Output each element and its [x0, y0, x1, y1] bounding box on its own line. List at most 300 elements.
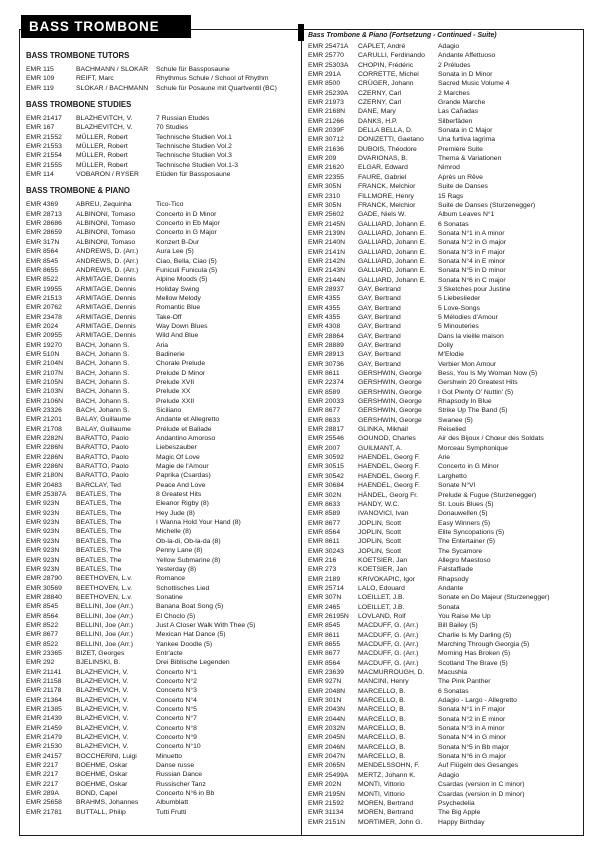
ref-cell: EMR 202N	[308, 781, 342, 789]
ref-cell: EMR 8564	[26, 248, 59, 256]
ref-cell: EMR 26195N	[308, 612, 349, 620]
catalog-row	[308, 154, 580, 163]
catalog-row	[308, 98, 580, 107]
catalog-row	[26, 228, 294, 237]
composer-cell: BOEHME, Oskar	[76, 771, 128, 779]
title-cell: Concerto N°2	[156, 677, 197, 685]
title-cell: Russischer Tanz	[156, 780, 206, 788]
catalog-row	[26, 387, 294, 396]
title-cell: Michelle (8)	[156, 528, 192, 536]
ref-cell: EMR 2217	[26, 771, 59, 779]
ref-cell: EMR 30684	[308, 482, 344, 490]
title-cell: Sonatine	[156, 593, 183, 601]
composer-cell: GALLIARD, Johann E.	[358, 276, 427, 284]
title-cell: Concerto N°10	[156, 743, 201, 751]
catalog-row	[308, 135, 580, 144]
composer-cell: REIFT, Marc	[76, 75, 114, 83]
composer-cell: MONTI, Vittorio	[358, 781, 405, 789]
title-cell: Thema & Variationen	[438, 155, 502, 163]
ref-cell: EMR 30712	[308, 136, 344, 144]
title-cell: Charlie Is My Darling (5)	[438, 631, 512, 639]
ref-cell: EMR 8611	[308, 538, 340, 546]
title-cell: Hey Jude (8)	[156, 509, 195, 517]
ref-cell: EMR 8564	[308, 659, 341, 667]
ref-cell: EMR 8522	[26, 640, 59, 648]
composer-cell: BACH, Johann S.	[76, 360, 130, 368]
ref-cell: EMR 30515	[308, 463, 344, 471]
catalog-row	[308, 687, 580, 696]
title-cell: Album Leaves N°1	[438, 211, 495, 219]
ref-cell: EMR 20483	[26, 481, 62, 489]
title-cell: The Big Apple	[438, 809, 481, 817]
title-cell: Technische Studien Vol.1	[156, 133, 232, 141]
ref-cell: EMR 2286N	[26, 453, 64, 461]
title-cell: Concerto N°3	[156, 687, 197, 695]
ref-cell: EMR 216	[308, 556, 337, 564]
catalog-row	[308, 42, 580, 51]
composer-cell: MARCELLO, B.	[358, 687, 406, 695]
catalog-row	[308, 593, 580, 602]
catalog-row	[26, 462, 294, 471]
ref-cell: EMR 119	[26, 84, 54, 92]
catalog-row	[26, 350, 294, 359]
ref-cell: EMR 21781	[26, 808, 62, 816]
ref-cell: EMR 28937	[308, 285, 344, 293]
title-cell: Paprika (Csardas)	[156, 472, 211, 480]
composer-cell: BACHMANN / SLOKAR	[76, 66, 149, 73]
title-cell: Sonata N°3 in A minor	[438, 725, 505, 733]
catalog-row	[308, 285, 580, 294]
catalog-row	[308, 696, 580, 705]
catalog-row	[308, 145, 580, 154]
ref-cell: EMR 4355	[308, 304, 341, 312]
left-column	[26, 46, 294, 817]
studies-rows	[26, 114, 294, 179]
composer-cell: MACDUFF, G. (Arr.)	[358, 641, 419, 648]
catalog-row	[26, 369, 294, 378]
catalog-row	[26, 770, 294, 779]
ref-cell: EMR 21973	[308, 99, 344, 107]
title-cell: Concerto N°4	[156, 696, 197, 704]
ref-cell: EMR 30569	[26, 584, 62, 592]
composer-cell: BIZET, Georges	[76, 649, 125, 657]
ref-cell: EMR 19955	[26, 285, 62, 293]
title-cell: Sonata N°3 in F major	[438, 248, 505, 256]
catalog-row	[308, 266, 580, 275]
composer-cell: ALBINONI, Tomaso	[76, 238, 136, 246]
composer-cell: MENDELSSOHN, F.	[358, 762, 420, 770]
catalog-row	[308, 406, 580, 415]
catalog-row	[26, 509, 294, 518]
catalog-row	[26, 527, 294, 536]
catalog-row	[308, 677, 580, 686]
catalog-row	[26, 705, 294, 714]
page-title-label: BASS TROMBONE	[29, 19, 160, 34]
composer-cell: BEATLES, The	[76, 537, 122, 545]
title-cell: Bill Bailey (5)	[438, 622, 478, 630]
composer-cell: LOEILLET, J.B.	[358, 603, 405, 611]
title-cell: Take-Off	[156, 313, 182, 321]
ref-cell: EMR 21201	[26, 416, 62, 424]
ref-cell: EMR 301N	[308, 697, 342, 705]
title-cell: Concerto in Eb Major	[156, 220, 220, 228]
title-cell: Prelude XX	[156, 388, 191, 396]
composer-cell: GAY, Bertrand	[358, 323, 401, 331]
catalog-row	[26, 696, 294, 705]
composer-cell: FAURE, Gabriel	[358, 173, 407, 181]
composer-cell: HAENDEL, Georg F.	[358, 454, 420, 462]
composer-cell: BEATLES, The	[76, 500, 122, 508]
composer-cell: BEETHOVEN, L.v.	[76, 593, 133, 601]
ref-cell: EMR 8655	[26, 266, 59, 274]
scan-mark	[298, 24, 304, 41]
catalog-row	[308, 238, 580, 247]
ref-cell: EMR 30542	[308, 472, 344, 480]
composer-cell: MOREN, Bertrand	[358, 809, 414, 817]
composer-cell: BACH, Johann S.	[76, 350, 130, 358]
ref-cell: EMR 114	[26, 171, 54, 179]
ref-cell: EMR 115	[26, 66, 54, 73]
catalog-row	[26, 219, 294, 228]
composer-cell: CARULLI, Ferdinando	[358, 52, 425, 60]
ref-cell: EMR 109	[26, 75, 55, 83]
title-cell: Concerto in G Minor	[438, 463, 499, 471]
composer-cell: ANDREWS, D. (Arr.)	[76, 248, 139, 256]
title-cell: Prelude D Minor	[156, 369, 206, 377]
title-cell: Psychedelia	[438, 799, 475, 807]
composer-cell: MARCELLO, B.	[358, 725, 406, 733]
page-title	[21, 15, 191, 38]
title-cell: Aura Lee (5)	[156, 248, 194, 256]
catalog-row	[26, 257, 294, 266]
title-cell: Badinerie	[156, 350, 185, 358]
title-cell: Concerto N°6 in Bb	[156, 790, 215, 798]
catalog-row	[308, 201, 580, 210]
catalog-row	[26, 303, 294, 312]
catalog-row	[26, 65, 294, 74]
catalog-row	[308, 61, 580, 70]
ref-cell: EMR 21158	[26, 677, 62, 685]
title-cell: The Pink Panther	[438, 678, 491, 686]
title-cell: Concerto N°7	[156, 715, 197, 723]
catalog-row	[26, 546, 294, 555]
title-cell: Las Cañadas	[438, 108, 479, 116]
title-cell: Sonata N°6 in G major	[438, 753, 507, 761]
catalog-row	[308, 416, 580, 425]
title-cell: Adagio	[438, 771, 460, 779]
ref-cell: EMR 923N	[26, 547, 60, 555]
composer-cell: DUBOIS, Théodore	[358, 145, 417, 153]
composer-cell: ANDREWS, D. (Arr.)	[76, 257, 139, 265]
title-cell: Rhapsody	[438, 575, 469, 583]
catalog-row	[308, 519, 580, 528]
composer-cell: DANE, Mary	[358, 108, 396, 116]
composer-cell: LALO, Edouard	[358, 584, 405, 592]
catalog-row	[26, 415, 294, 424]
ref-cell: EMR 21479	[26, 734, 62, 742]
composer-cell: BARATTO, Paolo	[76, 444, 129, 452]
composer-cell: ARMITAGE, Dennis	[76, 285, 136, 293]
ref-cell: EMR 20762	[26, 304, 62, 312]
composer-cell: KOETSIER, Jan	[358, 566, 408, 574]
title-cell: Funiculi Funicula (5)	[156, 266, 218, 274]
title-cell: I Got Plenty O' Nuttin' (5)	[438, 388, 514, 396]
catalog-row	[26, 612, 294, 621]
ref-cell: EMR 2103N	[26, 388, 64, 396]
title-cell: Technische Studien Vol.2	[156, 143, 232, 151]
catalog-row	[308, 397, 580, 406]
composer-cell: MÜLLER, Robert	[76, 133, 128, 141]
catalog-row	[26, 481, 294, 490]
title-cell: Aria	[156, 341, 169, 349]
composer-cell: GALLIARD, Johann E.	[358, 220, 427, 228]
catalog-row	[26, 780, 294, 789]
title-cell: Concerto N°9	[156, 734, 197, 742]
composer-cell: JOPLIN, Scott	[358, 528, 402, 536]
composer-cell: GAY, Bertrand	[358, 304, 401, 312]
title-cell: Csardas (version in C minor)	[438, 781, 525, 789]
ref-cell: EMR 2065N	[308, 762, 346, 770]
ref-cell: EMR 273	[308, 566, 337, 574]
catalog-row	[26, 200, 294, 209]
ref-cell: EMR 8589	[308, 510, 341, 518]
ref-cell: EMR 923N	[26, 537, 60, 545]
catalog-row	[308, 621, 580, 630]
title-cell: 6 Sonatas	[438, 220, 469, 228]
catalog-row	[26, 733, 294, 742]
title-cell: Silberfäden	[438, 117, 473, 125]
catalog-row	[26, 471, 294, 480]
ref-cell: EMR 2043N	[308, 706, 346, 714]
title-cell: 5 Love-Songs	[438, 304, 480, 312]
catalog-row	[308, 313, 580, 322]
title-cell: 8 Greatest Hits	[156, 491, 202, 499]
composer-cell: BEATLES, The	[76, 547, 122, 555]
ref-cell: EMR 923N	[26, 519, 60, 527]
title-cell: Macushla	[438, 669, 468, 677]
catalog-row	[308, 453, 580, 462]
composer-cell: HAENDEL, Georg F.	[358, 472, 420, 480]
catalog-row	[26, 798, 294, 807]
ref-cell: EMR 8522	[26, 621, 59, 629]
title-cell: I Wanna Hold Your Hand (8)	[156, 519, 241, 527]
ref-cell: EMR 21636	[308, 145, 344, 153]
ref-cell: EMR 22355	[308, 173, 344, 181]
title-cell: Andante et Allegretto	[156, 416, 220, 424]
ref-cell: EMR 8633	[308, 500, 341, 508]
catalog-row	[308, 556, 580, 565]
composer-cell: GADE, Niels W.	[358, 211, 406, 219]
catalog-row	[26, 210, 294, 219]
composer-cell: BLAZHEVICH, V.	[76, 696, 129, 704]
composer-cell: BELLINI, Joe (Arr.)	[76, 631, 134, 639]
title-cell: El Choclo (5)	[156, 612, 196, 620]
catalog-row	[26, 499, 294, 508]
ref-cell: EMR 28790	[26, 575, 62, 583]
catalog-row	[308, 378, 580, 387]
title-cell: Concerto N°8	[156, 724, 197, 732]
catalog-row	[26, 434, 294, 443]
ref-cell: EMR 305N	[308, 183, 342, 191]
ref-cell: EMR 30736	[308, 360, 344, 368]
ref-cell: EMR 28713	[26, 210, 62, 218]
ref-cell: EMR 20033	[308, 398, 344, 406]
ref-cell: EMR 21554	[26, 152, 62, 160]
ref-cell: EMR 25471A	[308, 43, 349, 50]
ref-cell: EMR 28913	[308, 351, 344, 359]
composer-cell: BLAZHEVICH, V.	[76, 687, 129, 695]
ref-cell: EMR 8611	[308, 631, 340, 639]
ref-cell: EMR 21417	[26, 115, 62, 123]
ref-cell: EMR 30592	[308, 454, 344, 462]
composer-cell: GALLIARD, Johann E.	[358, 248, 427, 256]
catalog-row	[308, 332, 580, 341]
catalog-row	[26, 313, 294, 322]
title-cell: Schule für Bassposaune	[156, 66, 230, 73]
catalog-row	[26, 275, 294, 284]
title-cell: Sonata in C Major	[438, 127, 493, 135]
composer-cell: GAY, Bertrand	[358, 332, 401, 340]
ref-cell: EMR 8545	[308, 622, 341, 630]
composer-cell: LOEILLET, J.B.	[358, 594, 405, 602]
title-cell: Sonata N°5 in D minor	[438, 267, 506, 275]
right-column	[308, 31, 580, 827]
catalog-row	[26, 490, 294, 499]
ref-cell: EMR 510N	[26, 350, 60, 358]
catalog-row	[308, 182, 580, 191]
catalog-row	[26, 133, 294, 142]
ref-cell: EMR 8655	[308, 641, 341, 648]
ref-cell: EMR 24157	[26, 752, 62, 760]
catalog-row	[26, 84, 294, 93]
ref-cell: EMR 28817	[308, 426, 344, 434]
catalog-row	[26, 658, 294, 667]
ref-cell: EMR 21459	[26, 724, 62, 732]
title-cell: Larghetto	[438, 472, 467, 480]
ref-cell: EMR 2139N	[308, 229, 346, 237]
composer-cell: BLAZHEVITCH, V.	[76, 124, 133, 132]
title-cell: Adagio - Largo - Allegretto	[438, 697, 517, 705]
title-cell: Way Down Blues	[156, 322, 208, 330]
composer-cell: CZERNY, Carl	[358, 89, 402, 97]
catalog-row	[308, 322, 580, 331]
ref-cell: EMR 2286N	[26, 444, 64, 452]
title-cell: Albumblatt	[156, 799, 189, 807]
ref-cell: EMR 25303A	[308, 61, 349, 69]
composer-cell: MARCELLO, B.	[358, 715, 406, 723]
catalog-row	[26, 789, 294, 798]
composer-cell: MARCELLO, B.	[358, 753, 406, 761]
catalog-row	[308, 257, 580, 266]
title-cell: Concerto N°5	[156, 706, 197, 713]
ref-cell: EMR 31134	[308, 809, 344, 817]
composer-cell: GAY, Bertrand	[358, 295, 401, 303]
composer-cell: MACDUFF, G. (Arr.)	[358, 659, 419, 667]
composer-cell: MÜLLER, Robert	[76, 152, 128, 160]
composer-cell: GALLIARD, Johann E.	[358, 267, 427, 275]
title-cell: Rhythmus Schule / School of Rhythm	[156, 75, 269, 83]
catalog-row	[308, 780, 580, 789]
composer-cell: FILLMORE, Henry	[358, 192, 414, 200]
ref-cell: EMR 307N	[308, 594, 342, 602]
title-cell: 5 Liebeslieder	[438, 295, 481, 303]
composer-cell: BARATTO, Paolo	[76, 463, 129, 471]
ref-cell: EMR 2045N	[308, 734, 346, 742]
ref-cell: EMR 4355	[308, 313, 341, 321]
title-cell: Après un Rêve	[438, 173, 483, 181]
catalog-row	[26, 621, 294, 630]
catalog-row	[26, 397, 294, 406]
catalog-row	[26, 808, 294, 817]
title-cell: Donauwellen (5)	[438, 510, 488, 518]
catalog-row	[26, 123, 294, 132]
title-cell: 70 Studies	[156, 124, 189, 132]
title-cell: Technische Studien Vol.3	[156, 152, 232, 160]
composer-cell: BEATLES, The	[76, 556, 122, 564]
composer-cell: FRANCK, Melchior	[358, 183, 416, 191]
catalog-row	[26, 565, 294, 574]
title-cell: St. Louis Blues (5)	[438, 500, 494, 508]
title-cell: Konzert B-Dur	[156, 238, 200, 246]
composer-cell: CZERNY, Carl	[358, 99, 402, 107]
continuation-rows	[308, 42, 580, 827]
ref-cell: EMR 2189	[308, 575, 341, 583]
title-cell: Air des Bijoux / Chœur des Soldats	[438, 435, 544, 443]
catalog-row	[308, 220, 580, 229]
title-cell: Nimrod	[438, 164, 460, 172]
title-cell: Grande Marche	[438, 99, 486, 107]
title-cell: Banana Boat Song (5)	[156, 603, 224, 611]
title-cell: 3 Sketches pour Justine	[438, 285, 511, 293]
composer-cell: GAY, Bertrand	[358, 342, 401, 349]
catalog-row	[26, 151, 294, 160]
title-cell: Concerto in D Minor	[156, 210, 217, 218]
title-cell: Suite de Danses	[438, 183, 488, 191]
title-cell: Tutti Frutti	[156, 808, 187, 816]
title-cell: 2 Marches	[438, 89, 470, 97]
catalog-row	[26, 238, 294, 247]
title-cell: Sonata N°4 in E minor	[438, 257, 506, 265]
composer-cell: ALBINONI, Tomaso	[76, 210, 136, 218]
composer-cell: ARMITAGE, Dennis	[76, 332, 136, 340]
catalog-row	[26, 584, 294, 593]
ref-cell: EMR 21552	[26, 133, 62, 141]
composer-cell: GLINKA, Mikhail	[358, 426, 408, 434]
ref-cell: EMR 8677	[308, 407, 341, 415]
ref-cell: EMR 21708	[26, 425, 62, 433]
title-cell: Yellow Submarine (8)	[156, 556, 221, 564]
title-cell: Sonata N°6 in C major	[438, 276, 506, 284]
composer-cell: BEETHOVEN, L.v.	[76, 584, 133, 592]
title-cell: Yesterday (8)	[156, 565, 197, 573]
composer-cell: BELLINI, Joe (Arr.)	[76, 612, 134, 620]
composer-cell: BJELINSKI, B.	[76, 659, 121, 667]
ref-cell: EMR 8677	[26, 631, 59, 639]
title-cell: Ob-la-di, Ob-la-da (8)	[156, 537, 221, 545]
catalog-row	[308, 808, 580, 817]
composer-cell: BEATLES, The	[76, 519, 122, 527]
ref-cell: EMR 4308	[308, 323, 341, 331]
catalog-row	[308, 79, 580, 88]
title-cell: Rhapsody In Blue	[438, 398, 492, 406]
composer-cell: GERSHWIN, George	[358, 398, 422, 406]
ref-cell: EMR 25239A	[308, 89, 349, 97]
title-cell: Prelude XVII	[156, 378, 195, 386]
catalog-row	[26, 114, 294, 123]
composer-cell: KRIVOKAPIC, Igor	[358, 575, 416, 583]
ref-cell: EMR 21553	[26, 143, 62, 151]
title-cell: Suite de Danses (Sturzenegger)	[438, 201, 536, 209]
